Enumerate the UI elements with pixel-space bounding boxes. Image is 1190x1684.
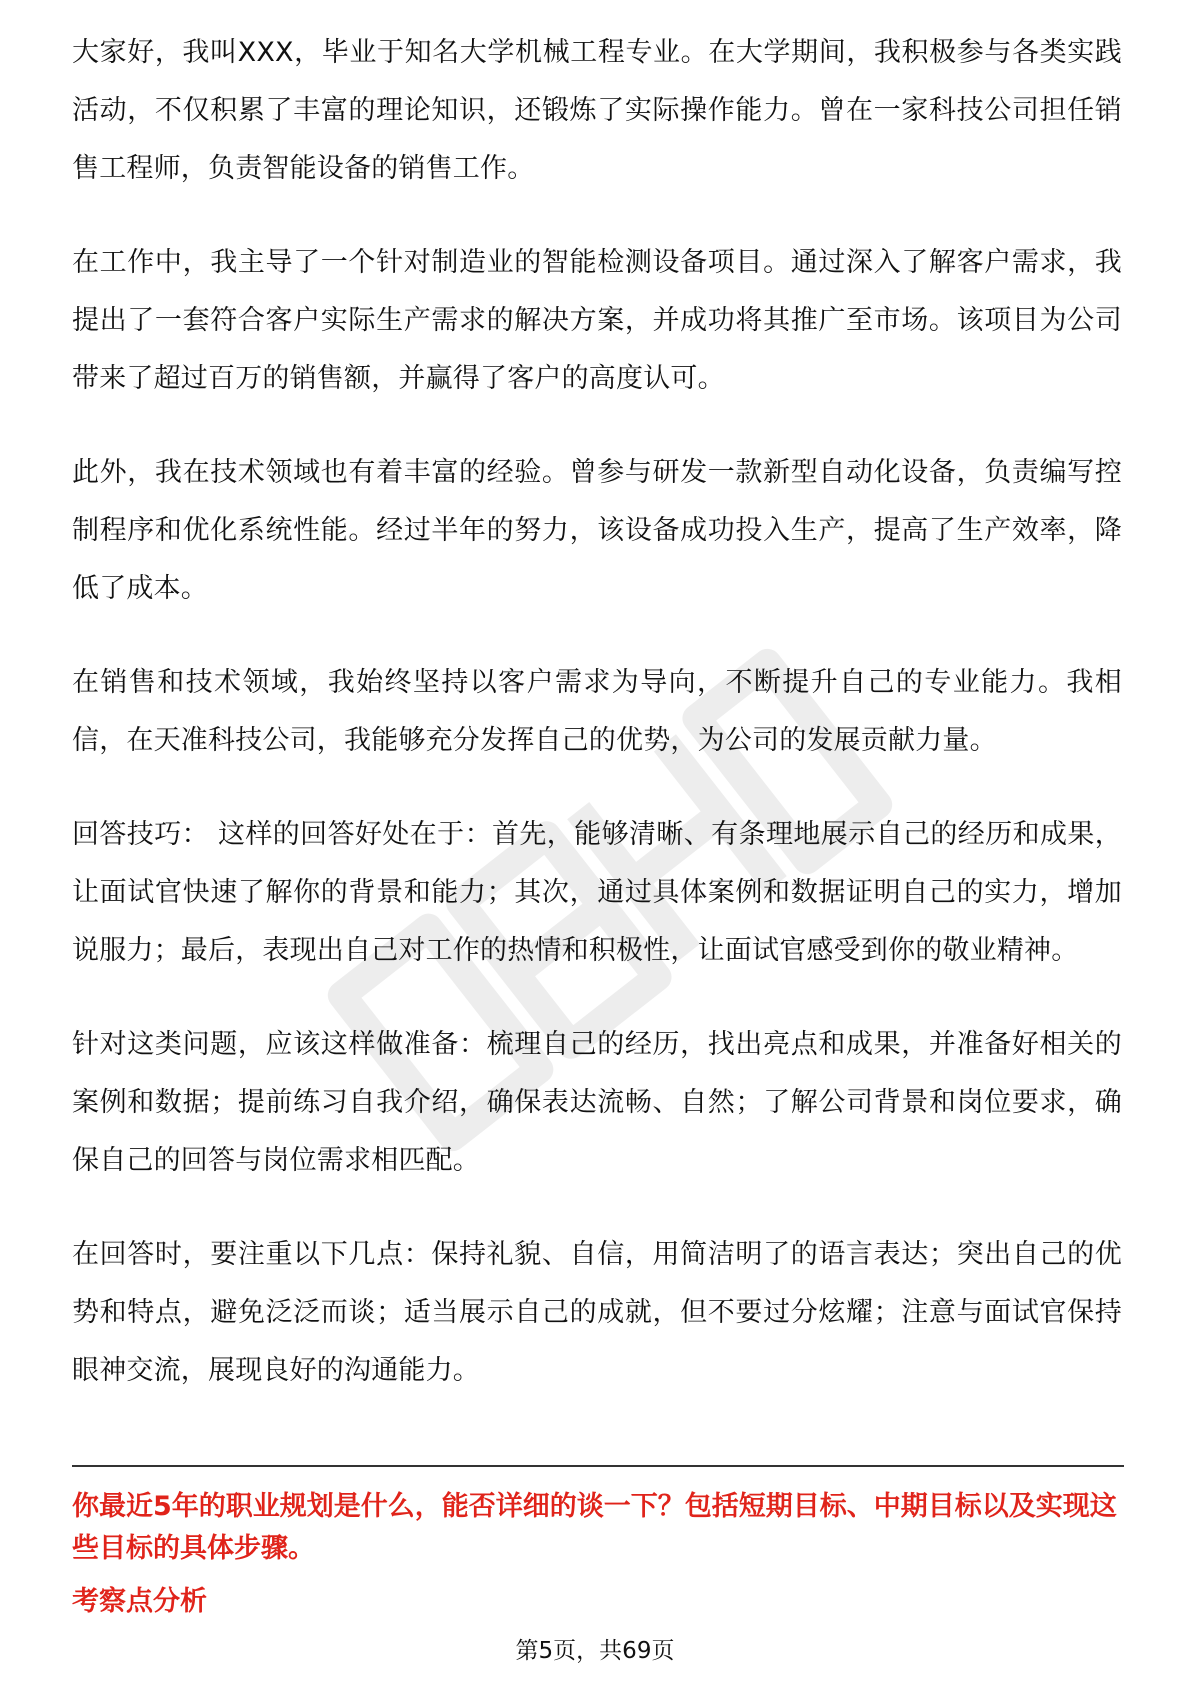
paragraph-answer-tips: 回答技巧： 这样的回答好处在于：首先，能够清晰、有条理地展示自己的经历和成果，让面试官快速了解你的背景和能力；其次，通过具体案例和数据证明自己的实力，增加说服力；最后，表现出自己对工作的热情和积极性，让面试官感受到你的敬业精神。 [72, 819, 1122, 966]
page-number: 第5页，共69页 [515, 1638, 675, 1664]
paragraph-motivation: 在销售和技术领域，我始终坚持以客户需求为导向，不断提升自己的专业能力。我相信，在天准科技公司，我能够充分发挥自己的优势，为公司的发展贡献力量。 [72, 667, 1122, 756]
section-title: 考察点分析 [72, 1586, 207, 1617]
paragraph-preparation: 针对这类问题，应该这样做准备：梳理自己的经历，找出亮点和成果，并准备好相关的案例和数据；提前练习自我介绍，确保表达流畅、自然；了解公司背景和岗位要求，确保自己的回答与岗位需求相匹配。 [72, 1029, 1122, 1176]
document-body [72, 24, 1122, 1436]
paragraph-project: 在工作中，我主导了一个针对制造业的智能检测设备项目。通过深入了解客户需求，我提出了一套符合客户实际生产需求的解决方案，并成功将其推广至市场。该项目为公司带来了超过百万的销售额，并赢得了客户的高度认可。 [72, 247, 1122, 394]
paragraph-intro: 大家好，我叫XXX，毕业于知名大学机械工程专业。在大学期间，我积极参与各类实践活动，不仅积累了丰富的理论知识，还锻炼了实际操作能力。曾在一家科技公司担任销售工程师，负责智能设备的销售工作。 [72, 37, 1122, 184]
paragraph-answer-points: 在回答时，要注重以下几点：保持礼貌、自信，用简洁明了的语言表达；突出自己的优势和特点，避免泛泛而谈；适当展示自己的成就，但不要过分炫耀；注意与面试官保持眼神交流，展现良好的沟通能力。 [72, 1239, 1122, 1386]
paragraph-technical: 此外，我在技术领域也有着丰富的经验。曾参与研发一款新型自动化设备，负责编写控制程序和优化系统性能。经过半年的努力，该设备成功投入生产，提高了生产效率，降低了成本。 [72, 457, 1122, 604]
section-divider [72, 1465, 1124, 1467]
interview-question: 你最近5年的职业规划是什么，能否详细的谈一下？包括短期目标、中期目标以及实现这些目标的具体步骤。 [72, 1491, 1117, 1564]
